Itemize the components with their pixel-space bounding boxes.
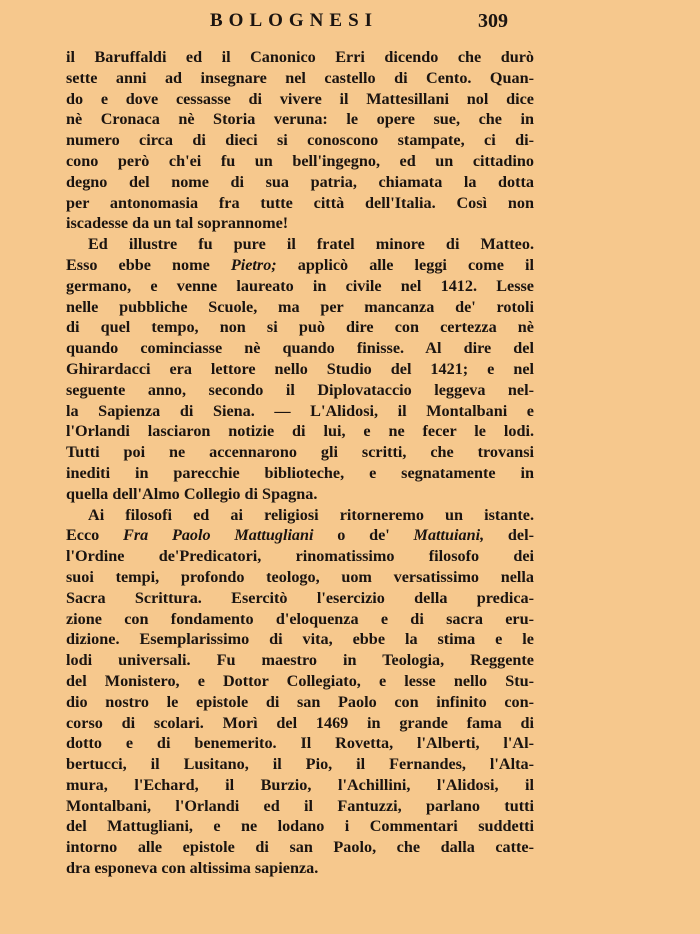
text-line: Ai filosofi ed ai religiosi ritorneremo un istante.	[88, 505, 534, 524]
text-line: suoi tempi, profondo teologo, uom versatissimo nella	[66, 567, 534, 586]
text-line: di quel tempo, non si può dire con certezza nè	[66, 318, 534, 337]
text-line: Sacra Scrittura. Esercitò l'esercizio della predica-	[66, 588, 534, 607]
text-line: Tutti poi ne accennarono gli scritti, che trovansi	[66, 443, 534, 462]
text-line: il Baruffaldi ed il Canonico Erri dicendo che durò	[66, 48, 534, 66]
page-number: 309	[478, 10, 508, 32]
text-line: l'Orlandi lasciaron notizie di lui, e ne fecer le lodi.	[66, 422, 534, 441]
text-line: quando cominciasse nè quando finisse. Al dire del	[66, 339, 534, 358]
text-line: corso di scolari. Morì del 1469 in grande fama di	[66, 713, 534, 732]
text-line: nelle pubbliche Scuole, ma per mancanza de' rotoli	[66, 297, 534, 316]
text-line: per antonomasia fra tutte città dell'Italia. Così non	[66, 193, 534, 212]
text-line: seguente anno, secondo il Diplovataccio leggeva nel-	[66, 380, 534, 399]
text-line: degno del nome di sua patria, chiamata la dotta	[66, 172, 534, 191]
text-line: zione con fondamento d'eloquenza e di sacra eru-	[66, 609, 534, 628]
line-part: applicò alle leggi come il	[276, 255, 534, 274]
text-line: dra esponeva con altissima sapienza.	[66, 859, 319, 878]
italic-name-fra-paolo: Fra Paolo Mattugliani	[123, 526, 314, 545]
text-line: germano, e venne laureato in civile nel 1412. Lesse	[66, 276, 534, 295]
text-line: numero circa di dieci si conoscono stampate, ci di-	[66, 131, 534, 150]
italic-name-pietro: Pietro;	[230, 255, 277, 274]
text-line: Ghirardacci era lettore nello Studio del 1421; e nel	[66, 359, 534, 378]
text-line: del Monistero, e Dottor Collegiato, e lesse nello Stu-	[66, 671, 534, 690]
text-line: Ed illustre fu pure il fratel minore di Matteo.	[88, 235, 534, 254]
text-line: dio nostro le epistole di san Paolo con infinito con-	[66, 692, 534, 711]
italic-name-mattuiani: Mattuiani,	[413, 526, 485, 545]
text-line: la Sapienza di Siena. — L'Alidosi, il Montalbani e	[66, 401, 534, 420]
running-title: BOLOGNESI	[210, 10, 379, 31]
text-line	[66, 525, 534, 546]
text-line: l'Ordine de'Predicatori, rinomatissimo filosofo dei	[66, 547, 534, 566]
text-line: Montalbani, l'Orlandi ed il Fantuzzi, parlano tutti	[66, 796, 534, 815]
text-line: mura, l'Echard, il Burzio, l'Achillini, l'Alidosi, il	[66, 775, 534, 794]
line-part: o de'	[313, 526, 414, 545]
text-line: quella dell'Almo Collegio di Spagna.	[66, 484, 318, 503]
line-part: del-	[484, 526, 534, 545]
text-line: dotto e di benemerito. Il Rovetta, l'Alberti, l'Al-	[66, 734, 534, 753]
text-line: do e dove cessasse di vivere il Mattesillani nol dice	[66, 89, 534, 108]
line-part: Esso ebbe nome	[66, 255, 231, 274]
text-line	[66, 255, 534, 276]
text-line: inediti in parecchie biblioteche, e segnatamente in	[66, 463, 534, 482]
body-text	[66, 47, 534, 879]
page-header	[0, 10, 700, 38]
line-part: Ecco	[66, 526, 124, 545]
text-line: cono però ch'ei fu un bell'ingegno, ed un cittadino	[66, 151, 534, 170]
text-line: dizione. Esemplarissimo di vita, ebbe la stima e le	[66, 630, 534, 649]
text-line: lodi universali. Fu maestro in Teologia, Reggente	[66, 651, 534, 670]
text-line: bertucci, il Lusitano, il Pio, il Fernandes, l'Alta-	[66, 755, 534, 774]
text-line: del Mattugliani, e ne lodano i Commentari suddetti	[66, 817, 534, 836]
text-line: iscadesse da un tal soprannome!	[66, 214, 289, 233]
text-line: nè Cronaca nè Storia veruna: le opere sue, che in	[66, 110, 534, 129]
text-line: sette anni ad insegnare nel castello di Cento. Quan-	[66, 68, 534, 87]
text-line: intorno alle epistole di san Paolo, che dalla catte-	[66, 838, 534, 857]
